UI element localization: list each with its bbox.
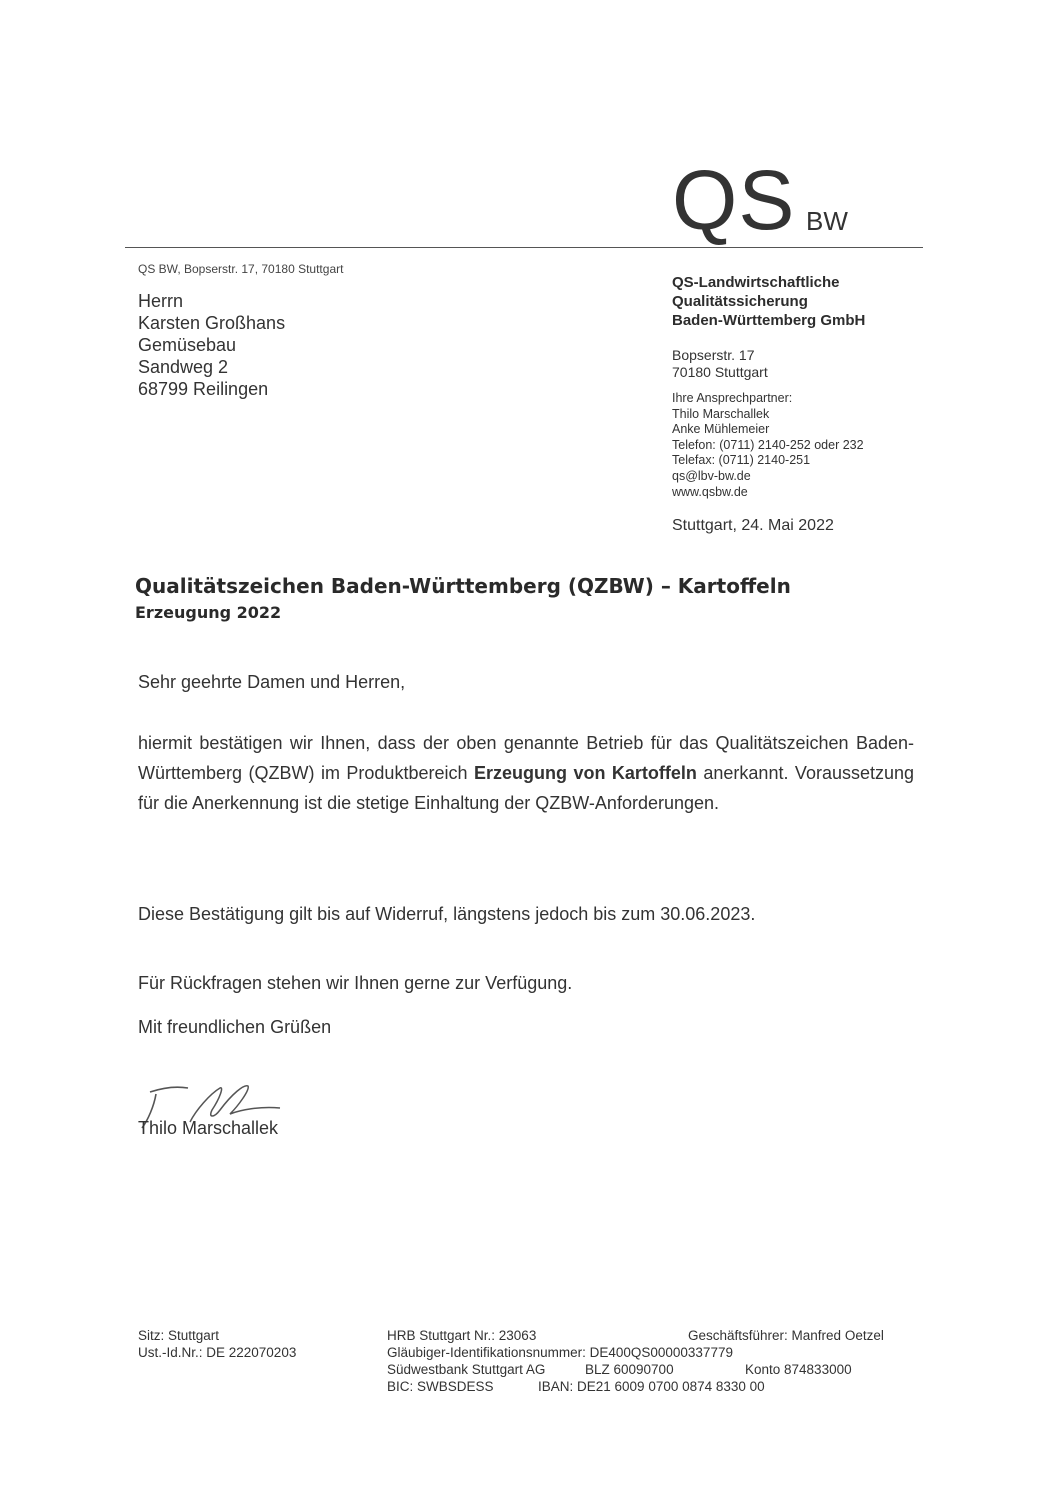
recipient-line: Karsten Großhans [138,313,286,333]
closing: Mit freundlichen Grüßen [138,1017,332,1037]
company-line: Qualitätssicherung [672,293,808,310]
footer-creditor-id: Gläubiger-Identifikationsnummer: DE400QS00000337779 [387,1345,733,1360]
greeting: Sehr geehrte Damen und Herren, [138,672,406,692]
footer-bic: BIC: SWBSDESS [387,1379,494,1394]
questions-statement: Für Rückfragen stehen wir Ihnen gerne zur Verfügung. [138,973,573,993]
body-paragraph [138,728,914,818]
logo-bw: BW [806,206,848,236]
recipient-line: 68799 Reilingen [138,379,269,399]
subject-subtitle: Erzeugung 2022 [135,603,282,622]
contact-line: Thilo Marschallek [672,406,770,421]
recipient-line: Sandweg 2 [138,357,229,377]
signer-name: Thilo Marschallek [138,1118,279,1138]
company-line: Baden-Württemberg GmbH [672,312,866,329]
validity-statement: Diese Bestätigung gilt bis auf Widerruf, längstens jedoch bis zum 30.06.2023. [138,904,756,924]
footer-konto: Konto 874833000 [745,1362,852,1377]
sender-address-line: 70180 Stuttgart [672,364,768,380]
footer-seat: Sitz: Stuttgart [138,1328,220,1343]
sender-address [672,347,768,381]
footer-hrb: HRB Stuttgart Nr.: 23063 [387,1328,537,1343]
footer-iban: IBAN: DE21 6009 0700 0874 8330 00 [538,1379,765,1394]
header-rule [125,247,923,248]
return-address: QS BW, Bopserstr. 17, 70180 Stuttgart [138,262,344,276]
recipient-line: Herrn [138,291,184,311]
company-line: QS-Landwirtschaftliche [672,274,840,291]
contact-line: Telefon: (0711) 2140-252 oder 232 [672,437,864,452]
recipient-line: Gemüsebau [138,335,237,355]
footer-managing-director: Geschäftsführer: Manfred Oetzel [688,1328,884,1343]
contact-line: Ihre Ansprechpartner: [672,391,793,405]
para-highlight: Erzeugung von Kartoffeln [473,763,697,783]
logo-qs: QS [672,153,796,247]
para-text: hiermit bestätigen wir Ihnen, dass der oben genannte Betrieb für das Qualitätszeichen Baden-Württemberg (QZBW) im Produktbereich [138,733,914,783]
sender-company [672,273,865,330]
contact-line: www.qsbw.de [672,484,748,499]
para-text: anerkannt. Voraussetzung für die Anerkennung ist die stetige Einhaltung der QZBW-Anforderungen. [138,763,915,813]
contact-line: Telefax: (0711) 2140-251 [672,453,811,468]
footer-left [138,1327,296,1361]
footer-bank: Südwestbank Stuttgart AG [387,1362,546,1377]
subject-title: Qualitätszeichen Baden-Württemberg (QZBW) – Kartoffeln [135,574,791,598]
sender-contact [672,391,864,500]
letter-date: Stuttgart, 24. Mai 2022 [672,517,834,534]
sender-address-line: Bopserstr. 17 [672,347,755,363]
recipient-address [138,290,285,400]
footer-vat: Ust.-Id.Nr.: DE 222070203 [138,1345,297,1360]
contact-line: Anke Mühlemeier [672,422,770,437]
footer-blz: BLZ 60090700 [585,1362,674,1377]
contact-line: qs@lbv-bw.de [672,468,751,483]
